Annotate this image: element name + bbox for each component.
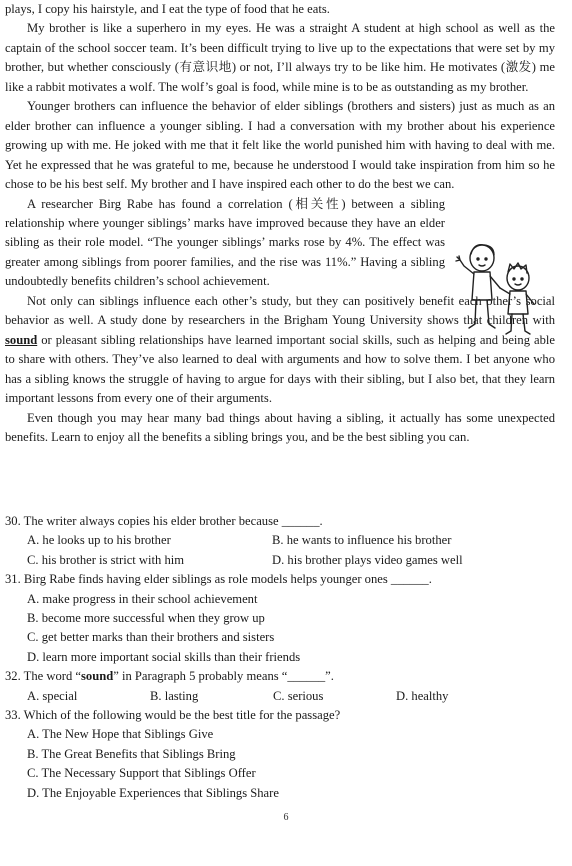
paragraph-2: My brother is like a superhero in my eyes. He was a straight A student at high school as well as the captain of the school soccer team. It’s been difficult trying to live up to the expectations that were set by my brother, but whether consciously (有意识地) or not, I’ll always try to be like him. He motivates (激发) me like a rabbit motivates a wolf. The wolf’s goal is food, while mine is to be as outstanding as my brother.: [5, 21, 555, 94]
q33-option-d: D. The Enjoyable Experiences that Siblings Share: [27, 785, 279, 800]
question-33-stem: 33. Which of the following would be the best title for the passage?: [5, 708, 341, 723]
question-31-stem: 31. Birg Rabe finds having elder siblings as role models helps younger ones ______.: [5, 572, 432, 587]
question-section: [5, 512, 555, 803]
q32-option-b: B. lasting: [150, 688, 199, 703]
q32-stem-end: ” in Paragraph 5 probably means “______”.: [113, 669, 334, 684]
page-number: 6: [283, 812, 289, 823]
q31-option-b: B. become more successful when they grow up: [27, 611, 265, 626]
q30-option-d: D. his brother plays video games well: [272, 552, 463, 567]
q31-option-c: C. get better marks than their brothers and sisters: [27, 630, 275, 645]
q30-option-a: A. he looks up to his brother: [27, 533, 171, 548]
q32-stem-start: 32. The word “: [5, 669, 82, 684]
question-30-options-row-1: [5, 531, 555, 550]
question-30-options-row-2: [5, 551, 555, 570]
reading-passage: [5, 0, 555, 447]
q33-option-b: B. The Great Benefits that Siblings Bring: [27, 746, 236, 761]
keyword-sound: sound: [5, 332, 38, 347]
q30-option-b: B. he wants to influence his brother: [272, 533, 452, 548]
q31-option-a: A. make progress in their school achievement: [27, 591, 258, 606]
paragraph-5-end: or pleasant sibling relationships have learned important social skills, such as helping and being able to share with others. They’ve also learned to deal with arguments and how to solve them. I bet anyone who has a sibling knows the struggle of having to argue for days with their sibling, but I also bet, that they learn important lessons from every one of their arguments.: [5, 332, 555, 406]
q30-option-c: C. his brother is strict with him: [27, 552, 185, 567]
q32-option-d: D. healthy: [396, 688, 449, 703]
question-30-stem: 30. The writer always copies his elder brother because ______.: [5, 514, 323, 528]
siblings-illustration: [452, 238, 552, 338]
paragraph-4: A researcher Birg Rabe has found a correlation (相关性) between a sibling relationship where younger siblings’ marks have improved because they have an elder sibling as their role model. “The younger siblings’ marks rose by 4%. The effect was greater among siblings from poorer families, and the rise was 11%.” Having a sibling undoubtedly benefits children’s school achievement.: [5, 196, 445, 289]
paragraph-1-tail: plays, I copy his hairstyle, and I eat the type of food that he eats.: [5, 2, 330, 16]
paragraph-3: Younger brothers can influence the behavior of elder siblings (brothers and sisters) just as much as an elder brother can influence a younger sibling. I had a conversation with my brother about his experience growing up with me. He joked with me that it felt like the world punished him with having to deal with me. Yet he expressed that he was grateful to me, because he understood I would take inspiration from him so he chose to be his best self. My brother and I have inspired each other to do the best we can.: [5, 99, 555, 192]
question-32-options: [5, 687, 555, 706]
q33-option-a: A. The New Hope that Siblings Give: [27, 727, 214, 742]
q32-keyword: sound: [81, 669, 114, 684]
paragraph-6: Even though you may hear many bad things about having a sibling, it actually has some unexpected benefits. Learn to enjoy all the benefits a sibling brings you, and be the best sibling you can.: [5, 410, 555, 444]
paragraph-5-start: Not only can siblings influence each other’s study, but they can positively benefit each other’s social behavior as well. A study done by researchers in the Brigham Young University shows that children with: [5, 293, 555, 328]
q31-option-d: D. learn more important social skills than their friends: [27, 649, 301, 664]
question-32-stem: [5, 667, 555, 686]
q33-option-c: C. The Necessary Support that Siblings Offer: [27, 766, 256, 781]
q32-option-a: A. special: [27, 688, 78, 703]
q32-option-c: C. serious: [273, 688, 324, 703]
